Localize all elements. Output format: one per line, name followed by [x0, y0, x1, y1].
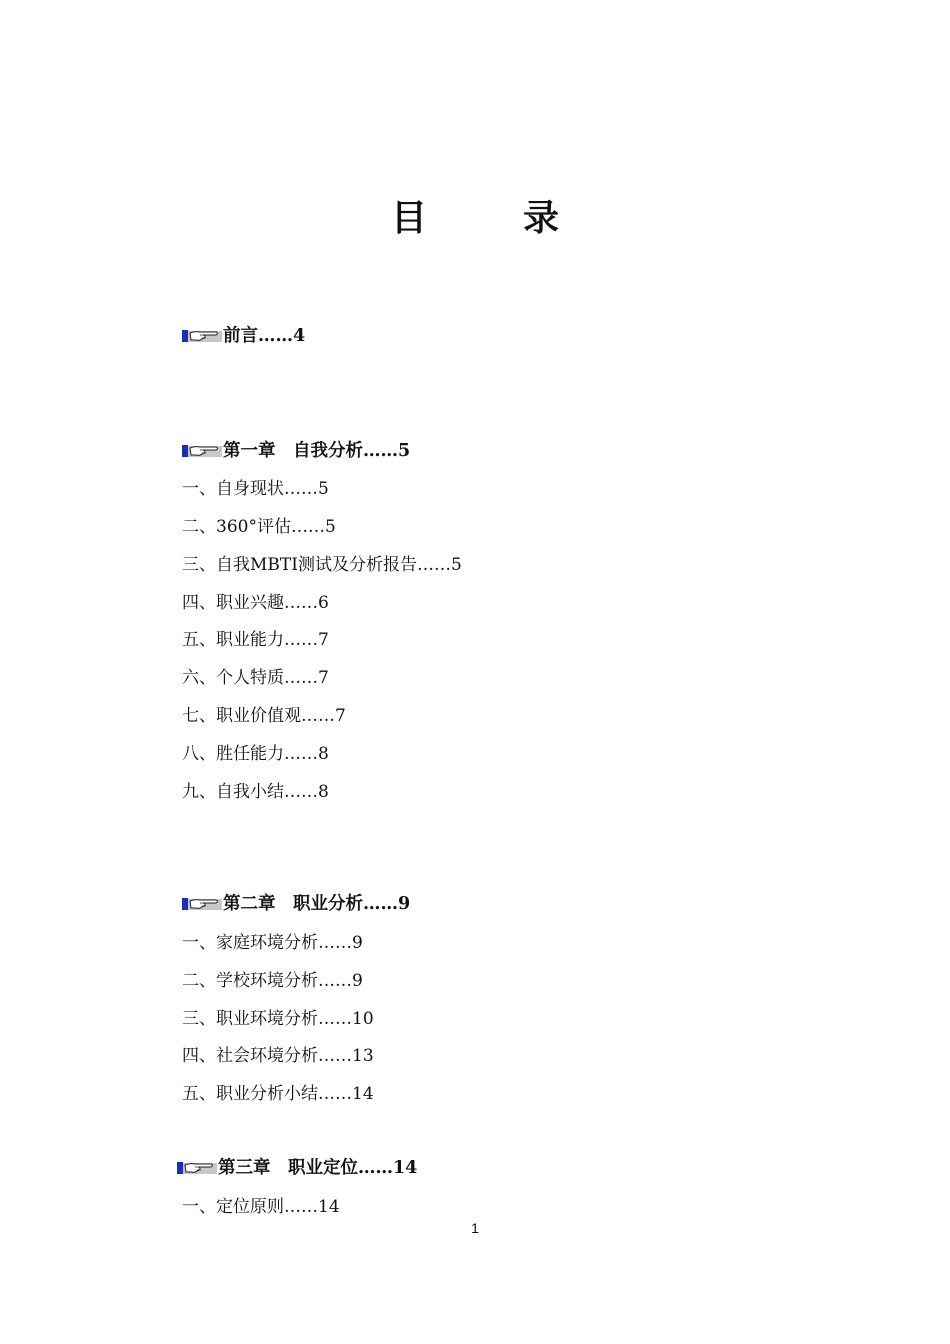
toc-chapter-heading: 第二章 职业分析……9 [223, 894, 411, 914]
pointing-hand-icon [182, 327, 222, 345]
toc-chapter-3[interactable] [177, 1157, 417, 1179]
toc-item[interactable]: 一、家庭环境分析……9 [182, 933, 363, 953]
toc-item[interactable]: 二、学校环境分析……9 [182, 971, 363, 991]
toc-item[interactable]: 八、胜任能力……8 [182, 744, 329, 764]
toc-item[interactable]: 四、职业兴趣……6 [182, 593, 329, 613]
toc-item[interactable]: 一、自身现状……5 [182, 479, 329, 499]
toc-chapter-heading: 第三章 职业定位……14 [218, 1158, 418, 1178]
toc-chapter-2[interactable] [182, 893, 410, 915]
pointing-hand-icon [177, 1159, 217, 1177]
toc-item[interactable]: 五、职业能力……7 [182, 630, 329, 650]
toc-title: 目 录 [390, 197, 589, 239]
toc-chapter-heading: 第一章 自我分析……5 [223, 441, 411, 461]
toc-chapter-heading: 前言……4 [223, 326, 306, 346]
toc-item[interactable]: 二、360°评估……5 [182, 517, 336, 537]
toc-chapter-1[interactable] [182, 440, 410, 462]
toc-item[interactable]: 三、自我MBTI测试及分析报告……5 [182, 555, 462, 575]
toc-chapter-preface[interactable] [182, 325, 305, 347]
toc-item[interactable]: 五、职业分析小结……14 [182, 1084, 374, 1104]
toc-item[interactable]: 七、职业价值观……7 [182, 706, 346, 726]
page-number: 1 [471, 1220, 479, 1236]
toc-item[interactable]: 四、社会环境分析……13 [182, 1046, 374, 1066]
pointing-hand-icon [182, 895, 222, 913]
toc-item[interactable]: 三、职业环境分析……10 [182, 1009, 374, 1029]
toc-item[interactable]: 六、个人特质……7 [182, 668, 329, 688]
toc-item[interactable]: 九、自我小结……8 [182, 782, 329, 802]
toc-item[interactable]: 一、定位原则……14 [182, 1197, 340, 1217]
pointing-hand-icon [182, 442, 222, 460]
